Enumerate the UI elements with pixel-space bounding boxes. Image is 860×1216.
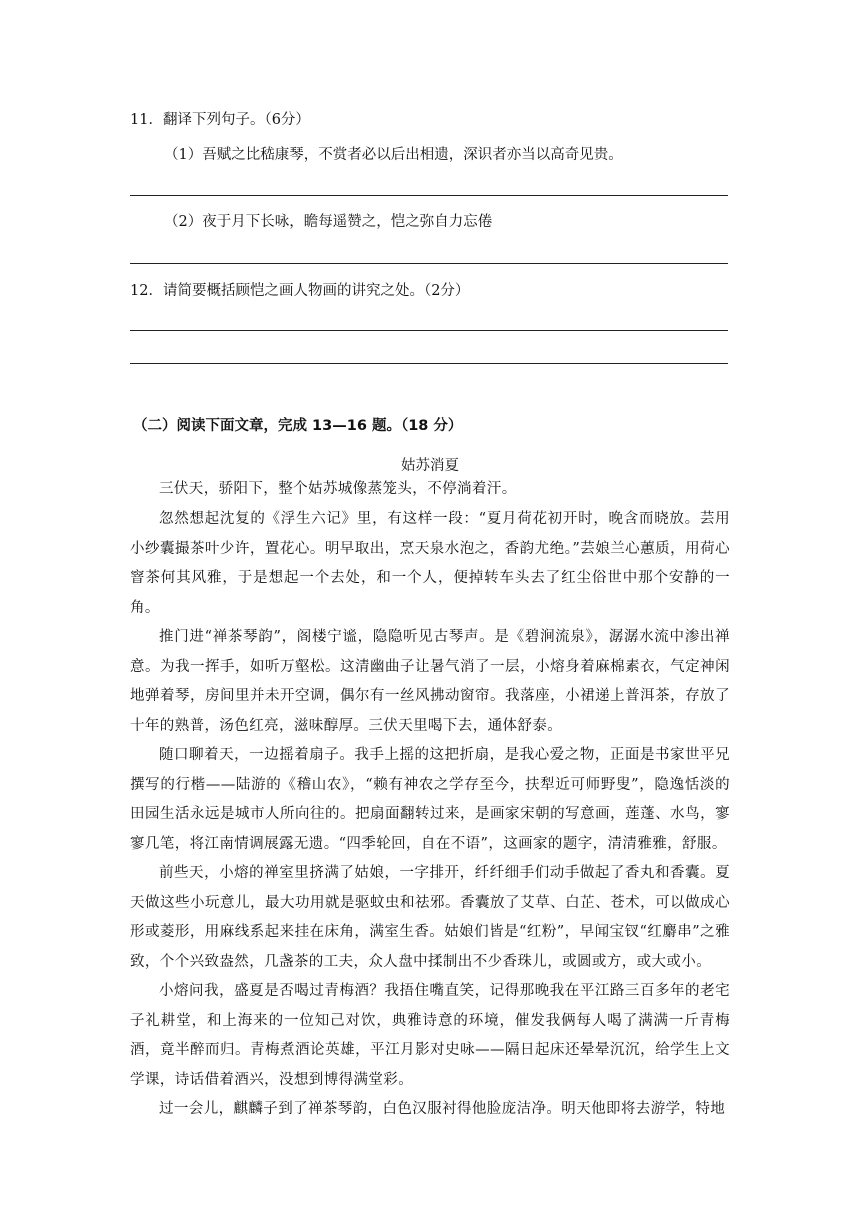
answer-line bbox=[130, 195, 728, 196]
question-11-title: 11．翻译下列句子。（6分） bbox=[130, 112, 310, 128]
answer-line bbox=[130, 363, 728, 364]
article-title: 姑苏消夏 bbox=[401, 458, 459, 474]
article-paragraph: 前些天，小熔的禅室里挤满了姑娘，一字排开，纤纤细手们动手做起了香丸和香囊。夏天做这些小玩意儿，最大功用就是驱蚊虫和祛邪。香囊放了艾草、白芷、苍术，可以做成心形或菱形，用麻线系起来挂在床角，满室生香。姑娘们皆是“红粉”，早闻宝钗“红麝串”之雅致，个个兴致盎然，几盏茶的工夫，众人盘中揉制出不少香珠儿，或圆或方，或大或小。 bbox=[130, 865, 730, 970]
section-heading: （二）阅读下面文章，完成 13—16 题。（18 分） bbox=[133, 418, 463, 434]
answer-line bbox=[130, 263, 728, 264]
question-12-title: 12．请简要概括顾恺之画人物画的讲究之处。（2分） bbox=[130, 283, 470, 299]
answer-line bbox=[130, 330, 728, 331]
article-paragraph: 推门进“禅茶琴韵”，阁楼宁谧，隐隐听见古琴声。是《碧涧流泉》，潺潺水流中渗出禅意。为我一挥手，如听万壑松。这清幽曲子让暑气消了一层，小熔身着麻棉素衣，气定神闲地弹着琴，房间里并未开空调，偶尔有一丝风拂动窗帘。我落座，小裙递上普洱茶，存放了十年的熟普，汤色红亮，滋味醇厚。三伏天里喝下去，通体舒泰。 bbox=[130, 629, 730, 734]
article-paragraph: 过一会儿，麒麟子到了禅茶琴韵，白色汉服衬得他脸庞洁净。明天他即将去游学，特地 bbox=[159, 1101, 726, 1117]
article-paragraph: 三伏天，骄阳下，整个姑苏城像蒸笼头，不停淌着汗。 bbox=[159, 481, 517, 497]
article-paragraph: 忽然想起沈复的《浮生六记》里，有这样一段：“夏月荷花初开时，晚含而晓放。芸用小纱囊撮茶叶少许，置花心。明早取出，烹天泉水泡之，香韵尤绝。”芸娘兰心蕙质，用荷心窨茶何其风雅，于是想起一个去处，和一个人，便掉转车头去了红尘俗世中那个安静的一角。 bbox=[130, 511, 730, 616]
question-11-sentence-2: （2）夜于月下长咏，瞻每遥赞之，恺之弥自力忘倦 bbox=[164, 214, 493, 230]
article-paragraph: 小熔问我，盛夏是否喝过青梅酒？我捂住嘴直笑，记得那晚我在平江路三百多年的老宅子礼耕堂，和上海来的一位知己对饮，典雅诗意的环境，催发我俩每人喝了满满一斤青梅酒，竟半醉而归。青梅煮酒论英雄，平江月影对史咏——隔日起床还晕晕沉沉，给学生上文学课，诗话借着酒兴，没想到博得满堂彩。 bbox=[130, 983, 730, 1088]
question-11-sentence-1: （1）吾赋之比嵇康琴，不赏者必以后出相遗，深识者亦当以高奇见贵。 bbox=[164, 147, 623, 163]
article-paragraph: 随口聊着天，一边摇着扇子。我手上摇的这把折扇，是我心爱之物，正面是书家世平兄撰写的行楷——陆游的《稽山农》，“赖有神农之学存至今，扶犁近可师野叟”，隐逸恬淡的田园生活永远是城市人所向往的。把扇面翻转过来，是画家宋朝的写意画，莲蓬、水鸟，寥寥几笔，将江南情调展露无遗。“四季轮回，自在不语”，这画家的题字，清清雅雅，舒服。 bbox=[130, 747, 730, 852]
